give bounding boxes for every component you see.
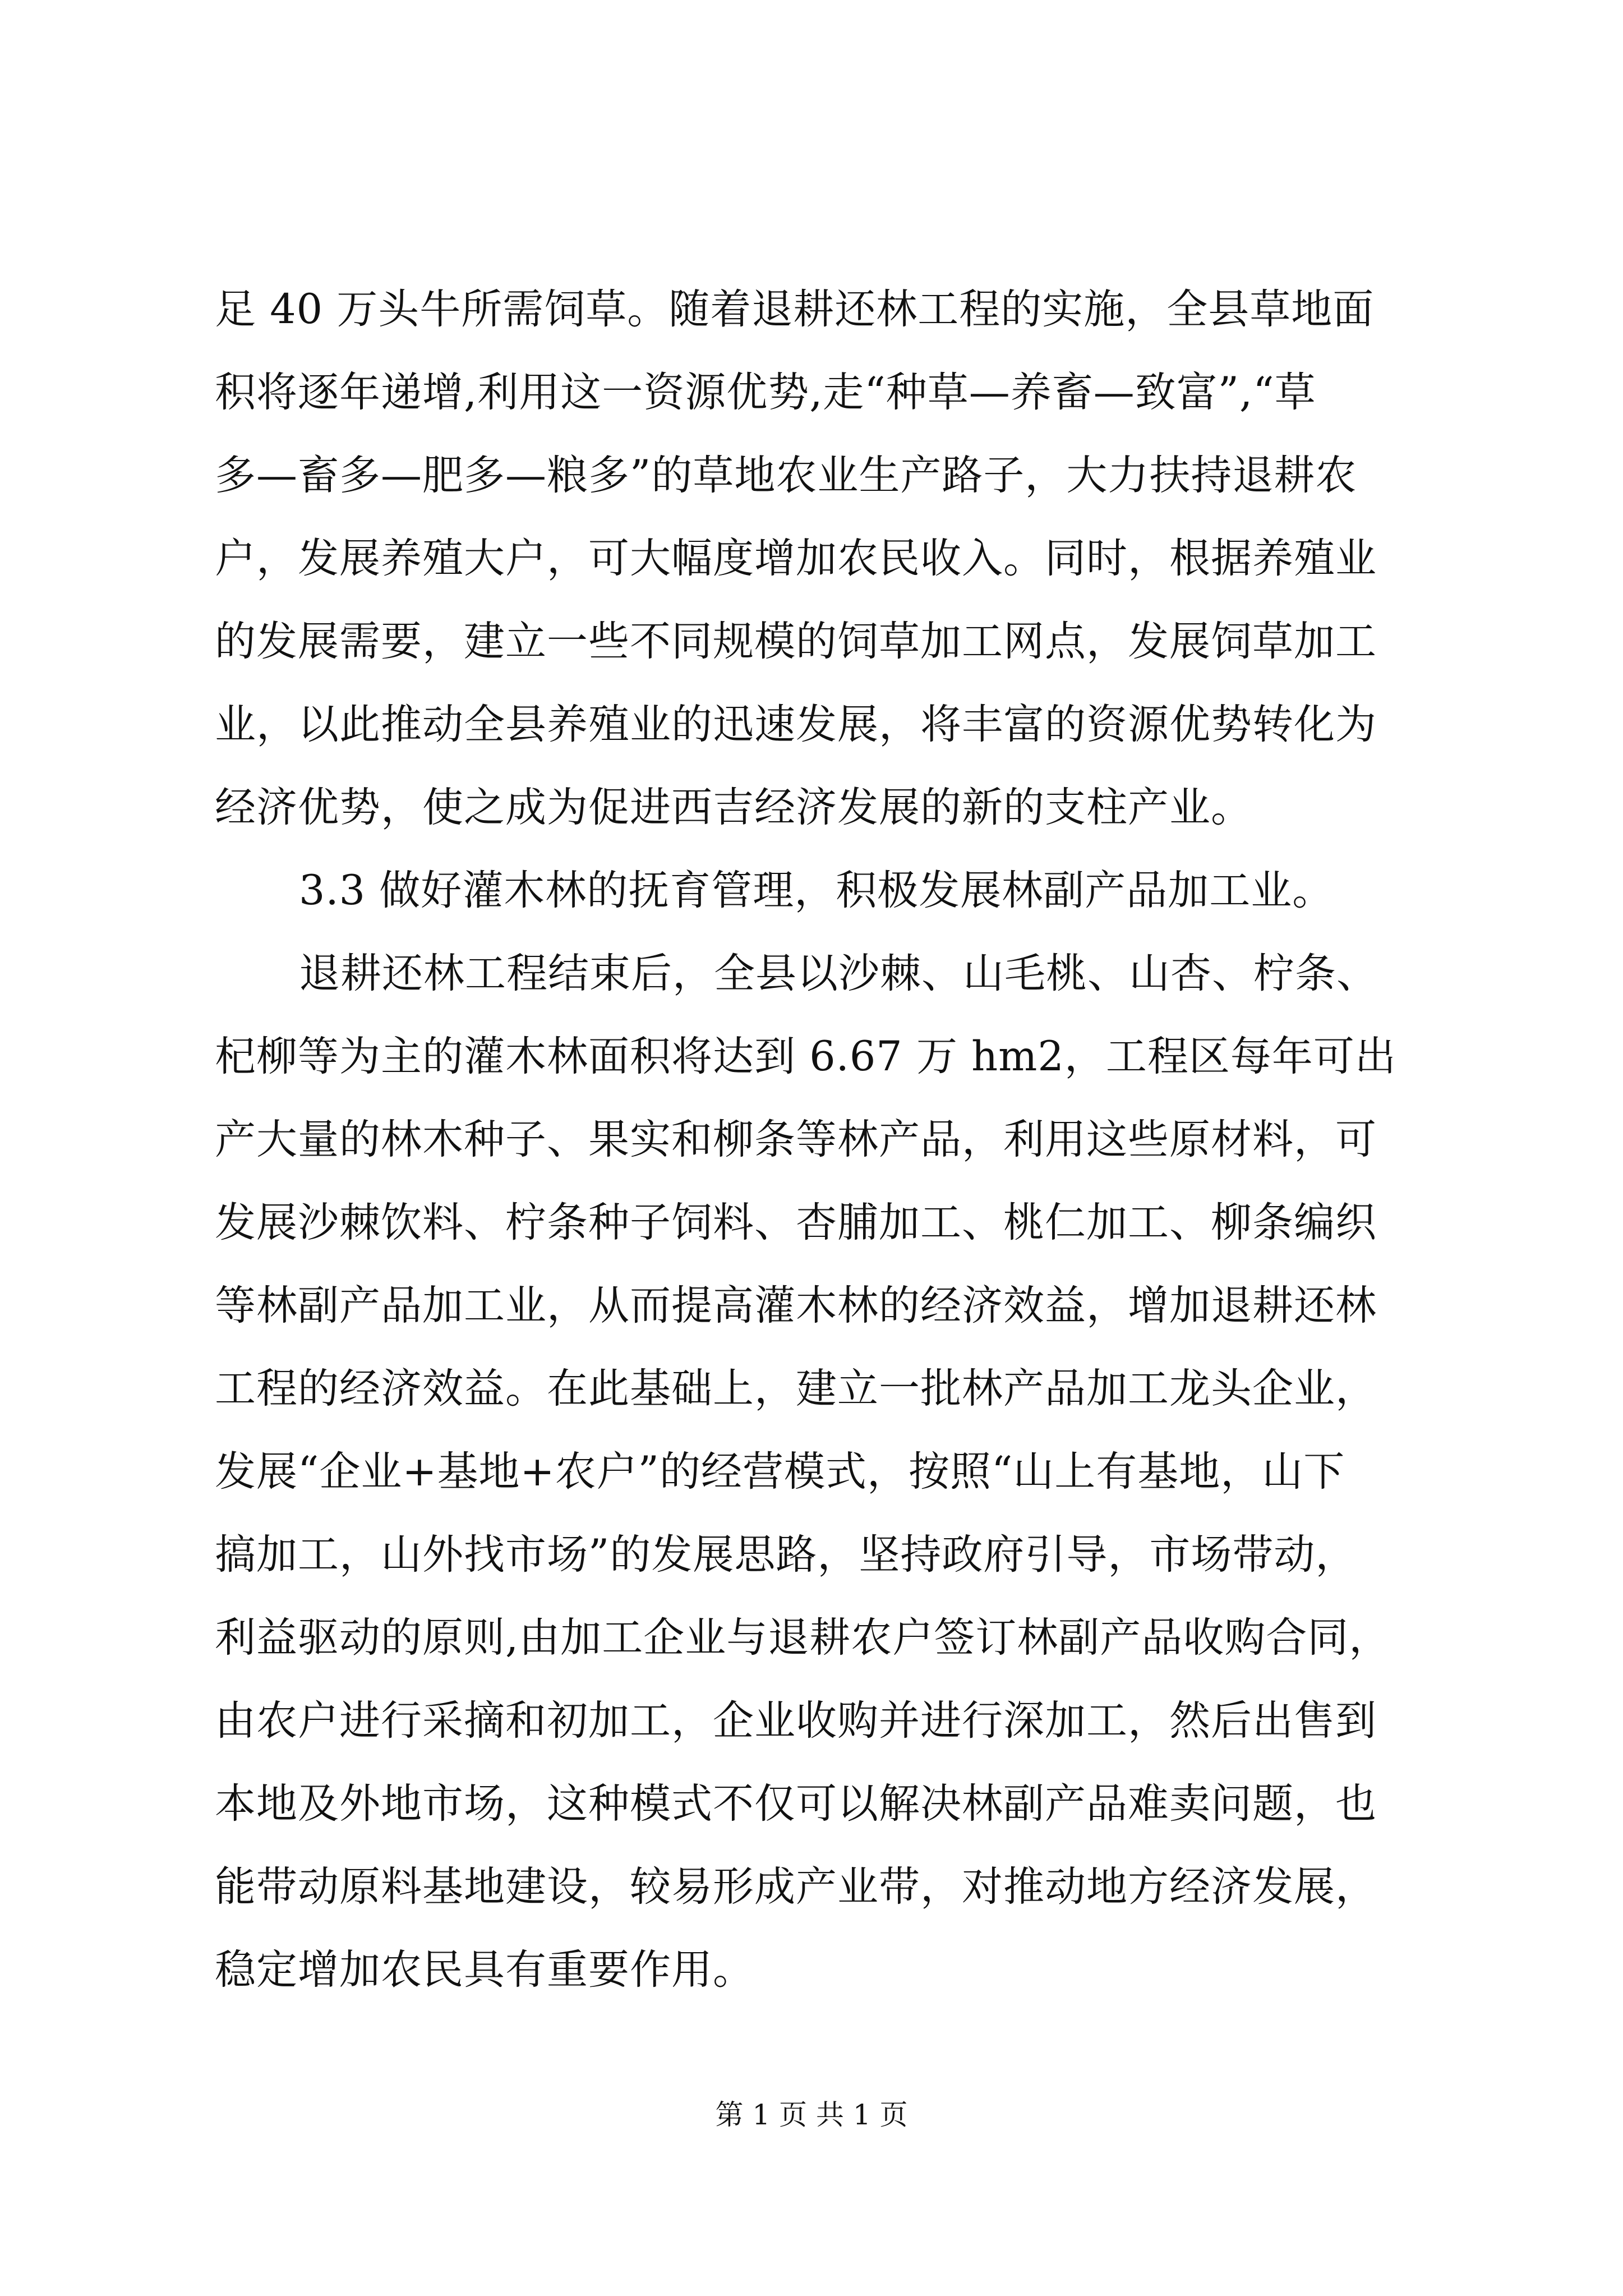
text-line: 由农户进行采摘和初加工，企业收购并进行深加工，然后出售到: [215, 1697, 1377, 1745]
text-line: 本地及外地市场，这种模式不仅可以解决林副产品难卖问题，也: [215, 1780, 1377, 1828]
text-line: 杞柳等为主的灌木林面积将达到 6.67 万 hm2，工程区每年可出: [215, 1033, 1396, 1080]
paragraph-first-line: 退耕还林工程结束后，全县以沙棘、山毛桃、山杏、柠条、: [299, 950, 1378, 997]
text-line: 工程的经济效益。在此基础上，建立一批林产品加工龙头企业，: [215, 1365, 1377, 1412]
text-line: 稳定增加农民具有重要作用。: [215, 1946, 754, 1994]
text-line: 利益驱动的原则,由加工企业与退耕农户签订林副产品收购合同，: [215, 1614, 1391, 1662]
text-line: 经济优势，使之成为促进西吉经济发展的新的支柱产业。: [215, 784, 1252, 831]
text-line: 等林副产品加工业，从而提高灌木林的经济效益，增加退耕还林: [215, 1282, 1377, 1329]
text-line: 的发展需要，建立一些不同规模的饲草加工网点，发展饲草加工: [215, 618, 1377, 665]
text-line: 足 40 万头牛所需饲草。随着退耕还林工程的实施，全县草地面: [215, 286, 1375, 333]
text-line: 搞加工，山外找市场”的发展思路，坚持政府引导，市场带动，: [215, 1531, 1357, 1579]
page-footer: 第 1 页 共 1 页: [715, 2099, 908, 2131]
text-line: 产大量的林木种子、果实和柳条等林产品，利用这些原材料，可: [215, 1116, 1377, 1163]
body-text: [215, 268, 1421, 2012]
text-line: 积将逐年递增,利用这一资源优势,走“种草—养畜—致富”,“草: [215, 369, 1316, 416]
text-line: 能带动原料基地建设，较易形成产业带，对推动地方经济发展，: [215, 1863, 1377, 1911]
text-line: 户，发展养殖大户，可大幅度增加农民收入。同时，根据养殖业: [215, 535, 1377, 582]
text-line: 发展“企业+基地+农户”的经营模式，按照“山上有基地，山下: [215, 1448, 1345, 1496]
text-line: 发展沙棘饮料、柠条种子饲料、杏脯加工、桃仁加工、柳条编织: [215, 1199, 1377, 1246]
section-heading: 3.3 做好灌木林的抚育管理，积极发展林副产品加工业。: [299, 867, 1334, 914]
text-line: 多—畜多—肥多—粮多”的草地农业生产路子，大力扶持退耕农: [215, 452, 1357, 499]
text-line: 业，以此推动全县养殖业的迅速发展，将丰富的资源优势转化为: [215, 701, 1377, 748]
